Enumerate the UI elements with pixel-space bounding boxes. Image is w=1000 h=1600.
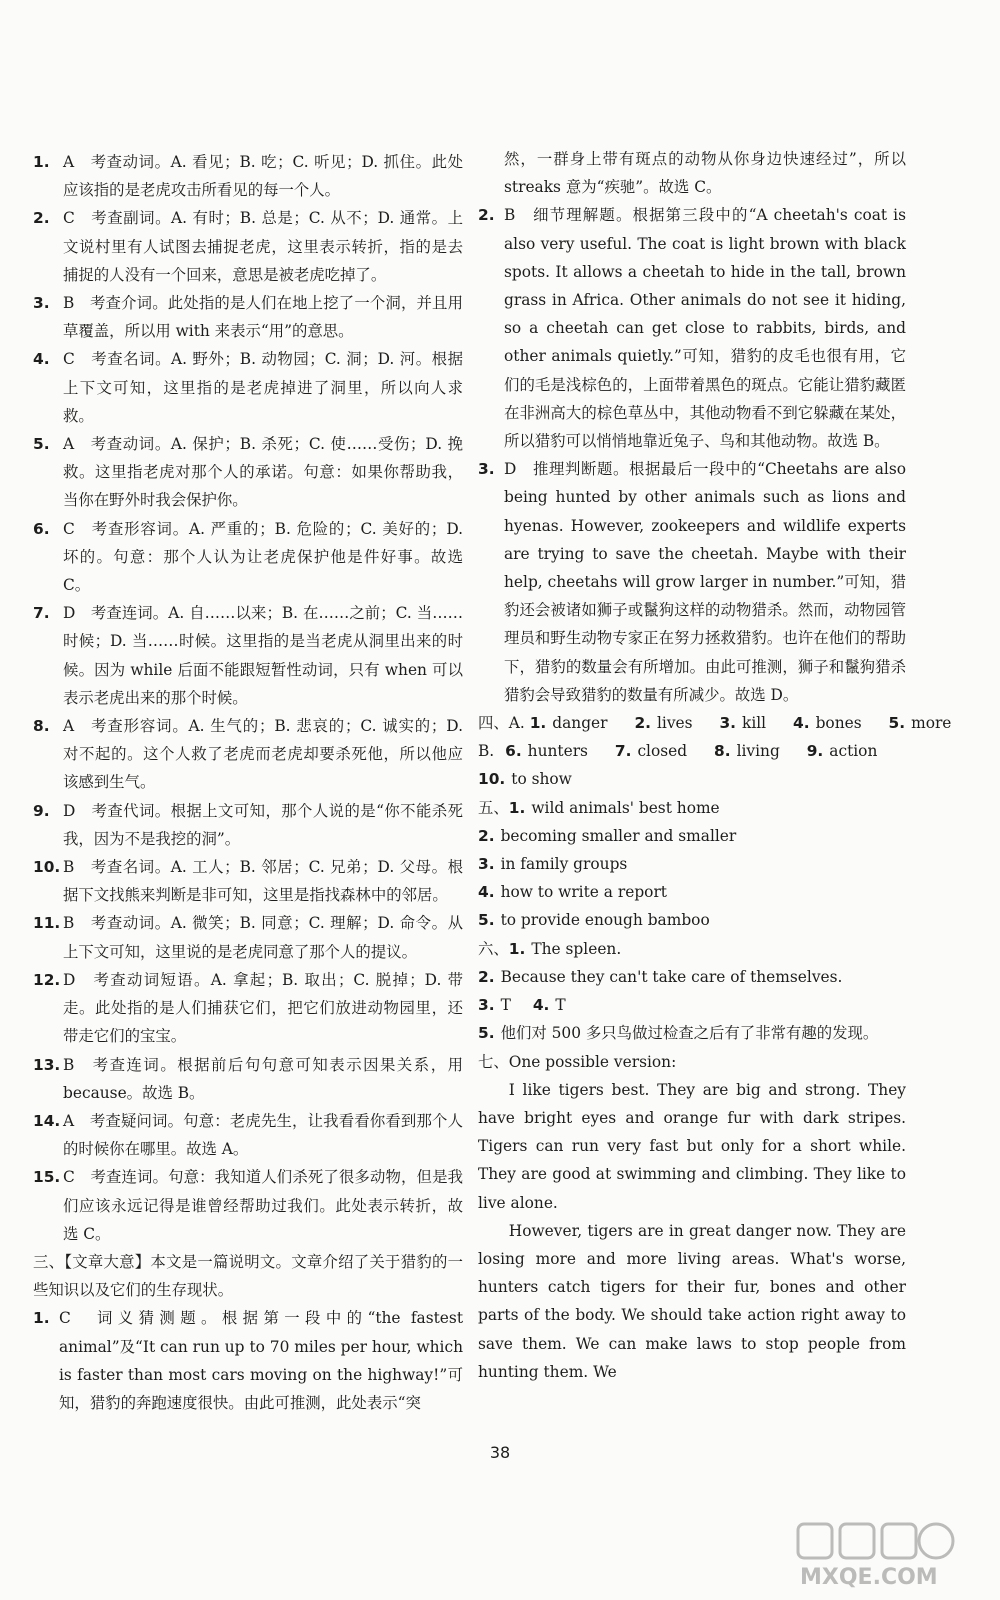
- item-number: 2.: [33, 209, 50, 228]
- answer-item: [33, 204, 463, 289]
- answer-number: 5.: [888, 714, 906, 733]
- answer-number: 2.: [478, 826, 495, 845]
- answer-item: [33, 1051, 463, 1107]
- item-text: D 推理判断题。根据最后一段中的“Cheetahs are also being hunted by other animals such as lions and hyenas. However, zookeepers and wildlife experts are trying to save the cheetah. Maybe with their help, cheetahs will grow larger in number.”可知，猎豹还会被诸如狮子或鬣狗这样的动物猎杀。然而，动物园管理员和野生动物专家正在努力拯救猎豹。也许在他们的帮助下，猎豹的数量会有所增加。由此可推测，狮子和鬣狗猎杀猎豹会导致猎豹的数量有所减少。故选 D。: [504, 460, 906, 704]
- answer-number: 1.: [508, 939, 526, 958]
- answer-value: becoming smaller and smaller: [500, 826, 737, 845]
- section-5-item: [478, 794, 906, 822]
- answer-item: [33, 966, 463, 1051]
- answer-number: 2.: [478, 967, 495, 986]
- item-number: 12.: [33, 970, 61, 989]
- answer-value: more: [911, 714, 952, 733]
- item-number: 3.: [33, 294, 50, 313]
- item-text: A 考查疑问词。句意：老虎先生，让我看看你看到那个人的时候你在哪里。故选 A。: [63, 1111, 463, 1159]
- item-number: 5.: [33, 435, 50, 454]
- answer-number: 4.: [532, 996, 550, 1015]
- item-text: B 考查连词。根据前后句句意可知表示因果关系，用 because。故选 B。: [63, 1055, 463, 1102]
- answer-item: [33, 797, 463, 853]
- answer-number: 1.: [529, 714, 547, 733]
- section-5-item: [478, 878, 906, 906]
- section-3-item-1: [33, 1304, 463, 1417]
- section-6-item: [478, 991, 906, 1019]
- answer-value: T: [500, 996, 511, 1015]
- section-6-item: [478, 963, 906, 991]
- item-number: 6.: [33, 519, 50, 538]
- answer-number: 9.: [806, 742, 824, 761]
- answer-value: hunters: [527, 742, 588, 761]
- item-number: 4.: [33, 350, 50, 369]
- item-text: B 考查名词。A. 工人；B. 邻居；C. 兄弟；D. 父母。根据下文找熊来判断是非可知，这里是指找森林中的邻居。: [63, 858, 463, 905]
- continued-text: 然，一群身上带有斑点的动物从你身边快速经过”，所以 streaks 意为“疾驰”。故选 C。: [504, 150, 906, 197]
- answer-value: to provide enough bamboo: [500, 911, 710, 930]
- section-5-item: [478, 822, 906, 850]
- answer-value: to show: [511, 770, 572, 789]
- item-number: 11.: [33, 914, 61, 933]
- item-text: C 词义猜测题。根据第一段中的“the fastest animal”及“It can run up to 70 miles per hour, which is faster than most cars moving on the highway!”可知，猎豹的奔跑速度很快。由此可推测，此处表示“突: [59, 1309, 463, 1412]
- answer-number: 5.: [478, 911, 495, 930]
- answer-number: 2.: [634, 714, 651, 733]
- section-4-b-prefix: B.: [478, 742, 495, 761]
- answer-number: 3.: [478, 996, 495, 1015]
- section-6-item: [478, 1019, 906, 1047]
- essay-paragraph-1: I like tigers best. They are big and strong. They have bright eyes and orange fur with dark stripes. Tigers can run very fast but only for a short while. They are good at swimming and climbing. They like to live alone.: [478, 1080, 906, 1212]
- answer-item: [33, 148, 463, 204]
- answer-value: The spleen.: [531, 939, 622, 958]
- item-number: 10.: [33, 858, 61, 877]
- answer-list-left: [33, 148, 463, 1248]
- answer-item: [33, 853, 463, 909]
- section-5-item: [478, 850, 906, 878]
- answer-value: Because they can't take care of themselves.: [500, 967, 843, 986]
- section-4-row-2: [478, 737, 906, 765]
- section-5-item: [478, 906, 906, 934]
- answer-value: action: [829, 742, 878, 761]
- section-4-row-1: [478, 709, 952, 737]
- section-6-prefix: 六、: [478, 939, 509, 958]
- item-text: C 考查连词。句意：我知道人们杀死了很多动物，但是我们应该永远记得是谁曾经帮助过我们。此处表示转折，故选 C。: [63, 1168, 463, 1243]
- item-number: 7.: [33, 604, 50, 623]
- item-number: 14.: [33, 1111, 61, 1130]
- answer-value: bones: [815, 714, 862, 733]
- section-7-heading: 七、One possible version:: [478, 1052, 677, 1071]
- answer-item: [33, 599, 463, 712]
- answer-item: [33, 1163, 463, 1248]
- answer-value: lives: [657, 714, 693, 733]
- answer-value: in family groups: [500, 855, 628, 874]
- item-number: 1.: [33, 1309, 50, 1328]
- item-number: 13.: [33, 1055, 61, 1074]
- section-4: [478, 709, 952, 794]
- watermark-text: MXQE.COM: [800, 1565, 938, 1590]
- item-text: C 考查副词。A. 有时；B. 总是；C. 从不；D. 通常。上文说村里有人试图去捕捉老虎，这里表示转折，指的是去捕捉的人没有一个回来，意思是被老虎吃掉了。: [63, 209, 463, 284]
- answer-value: wild animals' best home: [531, 798, 720, 817]
- item-text: B 考查动词。A. 微笑；B. 同意；C. 理解；D. 命令。从上下文可知，这里说的是老虎同意了那个人的提议。: [63, 914, 463, 961]
- section-7: [478, 1048, 906, 1386]
- answer-item: [33, 909, 463, 965]
- answer-item: [33, 515, 463, 600]
- watermark-logo: [796, 1520, 986, 1590]
- item-number: 2.: [478, 206, 495, 225]
- item-number: 3.: [478, 460, 495, 479]
- answer-item: [478, 201, 906, 455]
- answer-item: [33, 430, 463, 515]
- answer-number: 7.: [614, 742, 632, 761]
- answer-item: [33, 1107, 463, 1163]
- answer-item: [478, 455, 906, 709]
- section-3-heading: 三、【文章大意】本文是一篇说明文。文章介绍了关于猎豹的一些知识以及它们的生存现状。: [33, 1252, 463, 1300]
- right-column: [478, 145, 952, 1386]
- item-text: D 考查动词短语。A. 拿起；B. 取出；C. 脱掉；D. 带走。此处指的是人们捕获它们，把它们放进动物园里，还带走它们的宝宝。: [63, 970, 463, 1046]
- answer-number: 5.: [478, 1024, 495, 1043]
- item-text: B 细节理解题。根据第三段中的“A cheetah's coat is also very useful. The coat is light brown with black spots. It allows a cheetah to hide in the tall, brown grass in Africa. Other animals do not see it hiding, so a cheetah can get close to rabbits, birds, and other animals quietly.”可知，猎豹的皮毛也很有用，它们的毛是浅棕色的，上面带着黑色的斑点。它能让猎豹藏匿在非洲高大的棕色草丛中，其他动物看不到它躲藏在某处，所以猎豹可以悄悄地靠近兔子、鸟和其他动物。故选 B。: [504, 206, 906, 451]
- item-number: 15.: [33, 1168, 61, 1187]
- answer-item: [33, 345, 463, 430]
- section-4-prefix: 四、A.: [478, 714, 525, 733]
- answer-number: 3.: [478, 855, 495, 874]
- section-5: [478, 794, 906, 935]
- item-number: 9.: [33, 801, 50, 820]
- item-text: D 考查代词。根据上文可知，那个人说的是“你不能杀死我，因为不是我挖的洞”。: [63, 801, 463, 848]
- answer-value: kill: [742, 714, 767, 733]
- answer-number: 4.: [478, 883, 495, 902]
- answer-value: T: [555, 996, 566, 1015]
- item-text: A 考查形容词。A. 生气的；B. 悲哀的；C. 诚实的；D. 对不起的。这个人救了老虎而老虎却要杀死他，所以他应该感到生气。: [63, 717, 463, 792]
- answer-value: how to write a report: [500, 883, 667, 902]
- answer-number: 10.: [478, 770, 506, 789]
- item-text: A 考查动词。A. 保护；B. 杀死；C. 使……受伤；D. 挽救。这里指老虎对那个人的承诺。句意：如果你帮助我，当你在野外时我会保护你。: [63, 435, 463, 510]
- answer-value: closed: [637, 742, 688, 761]
- item-text: D 考查连词。A. 自……以来；B. 在……之前；C. 当……时候；D. 当……时候。这里指的是当老虎从洞里出来的时候。因为 while 后面不能跟短暂性动词，只有 when 可以表示老虎出来的那个时候。: [63, 604, 463, 707]
- section-5-prefix: 五、: [478, 798, 509, 817]
- section-4-row-3: [478, 765, 906, 793]
- item-text: C 考查名词。A. 野外；B. 动物园；C. 洞；D. 河。根据上下文可知，这里指的是老虎掉进了洞里，所以向人求救。: [63, 350, 463, 425]
- answer-number: 3.: [719, 714, 737, 733]
- section-6: [478, 935, 906, 1048]
- answer-item: [33, 289, 463, 345]
- answer-number: 6.: [505, 742, 522, 761]
- answer-number: 8.: [714, 742, 731, 761]
- answer-value: living: [736, 742, 780, 761]
- answer-number: 4.: [793, 714, 810, 733]
- item-text: B 考查介词。此处指的是人们在地上挖了一个洞，并且用草覆盖，所以用 with 来表示“用”的意思。: [63, 294, 463, 341]
- item-number: 1.: [33, 153, 50, 171]
- left-column: [33, 148, 463, 1417]
- item-text: A 考查动词。A. 看见；B. 吃；C. 听见；D. 抓住。此处应该指的是老虎攻击所看见的每一个人。: [63, 153, 463, 200]
- answer-list-right: [478, 201, 906, 709]
- answer-number: 1.: [508, 798, 526, 817]
- answer-value: 他们对 500 多只鸟做过检查之后有了非常有趣的发现。: [500, 1024, 879, 1043]
- section-6-item: [478, 935, 906, 963]
- answer-value: danger: [552, 714, 608, 733]
- essay-paragraph-2: However, tigers are in great danger now. They are losing more and more living areas. What's worse, hunters catch tigers for their fur, bones and other parts of the body. We should take action right away to save them. We can make laws to stop people from hunting them. We: [478, 1221, 906, 1381]
- answer-item: [33, 712, 463, 797]
- item-text: C 考查形容词。A. 严重的；B. 危险的；C. 美好的；D. 坏的。句意：那个人认为让老虎保护他是件好事。故选 C。: [63, 519, 463, 595]
- item-number: 8.: [33, 717, 50, 736]
- page-number: 38: [489, 1443, 511, 1462]
